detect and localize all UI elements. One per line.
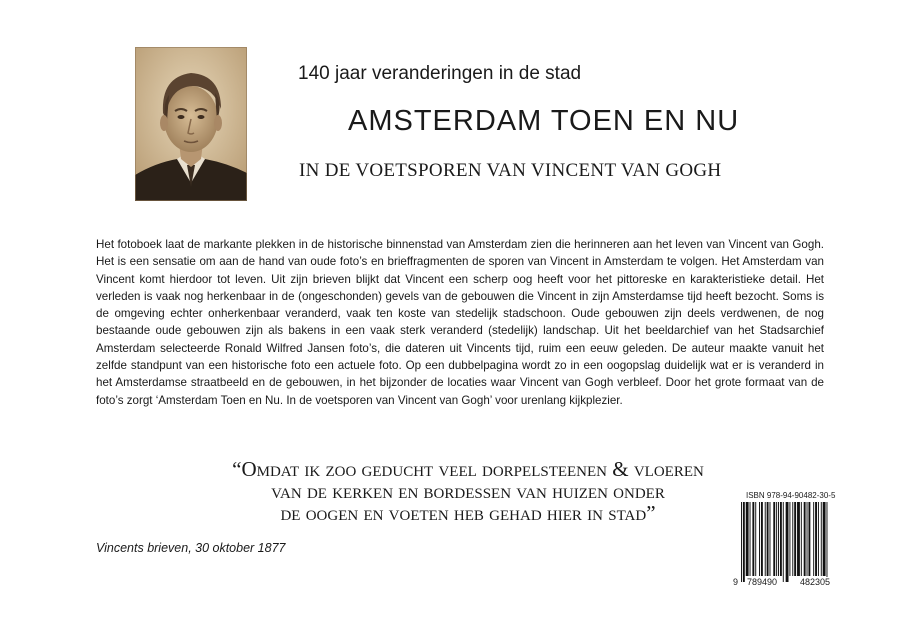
vincent-quote	[200, 458, 736, 524]
barcode-bar	[815, 502, 817, 576]
barcode-bar	[752, 502, 754, 576]
barcode-bar	[783, 502, 784, 582]
barcode-bar	[823, 502, 826, 576]
barcode	[733, 502, 843, 586]
barcode-bar	[755, 502, 756, 576]
barcode-bar	[808, 502, 810, 576]
barcode-bar	[767, 502, 769, 576]
barcode-bar	[818, 502, 819, 576]
barcode-bar	[761, 502, 763, 576]
barcode-digits-right: 482305	[800, 577, 831, 587]
book-title: AMSTERDAM TOEN EN NU	[348, 105, 740, 137]
book-subtitle: 140 jaar veranderingen in de stad	[298, 63, 582, 84]
barcode-bar	[778, 502, 779, 576]
barcode-bar	[786, 502, 789, 582]
portrait-photo	[135, 47, 247, 201]
barcode-bar	[821, 502, 822, 576]
barcode-bar	[773, 502, 775, 576]
quote-line: de oogen en voeten heb gehad hier in stad”	[280, 501, 656, 525]
barcode-digits-left: 789490	[747, 577, 778, 587]
quote-source: Vincents brieven, 30 oktober 1877	[96, 541, 286, 555]
barcode-bar	[743, 502, 745, 582]
barcode-bar	[765, 502, 766, 576]
barcode-bar	[794, 502, 796, 576]
barcode-bar	[741, 502, 742, 582]
barcode-bar	[770, 502, 771, 576]
barcode-bar	[759, 502, 760, 576]
barcode-bar	[801, 502, 802, 576]
barcode-bar	[807, 502, 808, 576]
barcode-bar	[750, 502, 751, 576]
barcode-bar	[776, 502, 777, 576]
barcode-bar	[813, 502, 814, 576]
barcode-bar	[792, 502, 793, 576]
book-description: Het fotoboek laat de markante plekken in de historische binnenstad van Amsterdam zien die herinneren aan het leven van Vincent van Gogh. Het is een sensatie om aan de hand van oude foto’s en brieffragmenten de sporen van Vincent in Amsterdam te volgen. Het Amsterdam van Vincent komt hierdoor tot leven. Uit zijn brieven blijkt dat Vincent een scherp oog heeft voor het pittoreske en karakteristieke detail. Het verleden is vaak nog herkenbaar in de (ongeschonden) gevels van de gebouwen die Vincent in zijn Amsterdamse tijd heeft bezocht. Soms is de omgeving echter onherkenbaar veranderd, vaak ten koste van stedelijk stadschoon. Oude gebouwen zijn deels verdwenen, de nog bestaande oude gebouwen zijn als bakens in een vaak sterk veranderd (stedelijk) landschap. Uit het beeldarchief van het Stadsarchief Amsterdam selecteerde Ronald Wilfred Jansen foto’s, die dateren uit Vincents tijd, ruim een eeuw geleden. De auteur maakte vanuit het zelfde standpunt van een historische foto een actuele foto. Op een dubbelpagina wordt zo in een oogopslag duidelijk wat er is veranderd in het Amsterdamse straatbeeld en de gebouwen, in het bijzonder de locaties waar Vincent van Gogh verbleef. Door het grote formaat van de foto’s zorgt ‘Amsterdam Toen en Nu. In de voetsporen van Vincent van Gogh’ voor urenlang kijkplezier.	[96, 238, 824, 407]
barcode-bar	[804, 502, 806, 576]
barcode-bar	[797, 502, 800, 576]
barcode-digit-lead: 9	[733, 577, 739, 587]
series-title: IN DE VOETSPOREN VAN VINCENT VAN GOGH	[299, 160, 722, 181]
barcode-bar	[746, 502, 749, 576]
barcode-bar	[780, 502, 782, 576]
barcode-bar	[789, 502, 790, 576]
quote-line: “Omdat ik zoo geducht veel dorpelsteenen & vloeren	[232, 457, 704, 481]
quote-line: van de kerken en bordessen van huizen onder	[271, 479, 665, 503]
isbn-label: ISBN 978-94-90482-30-5	[746, 491, 836, 500]
barcode-bar	[827, 502, 828, 582]
